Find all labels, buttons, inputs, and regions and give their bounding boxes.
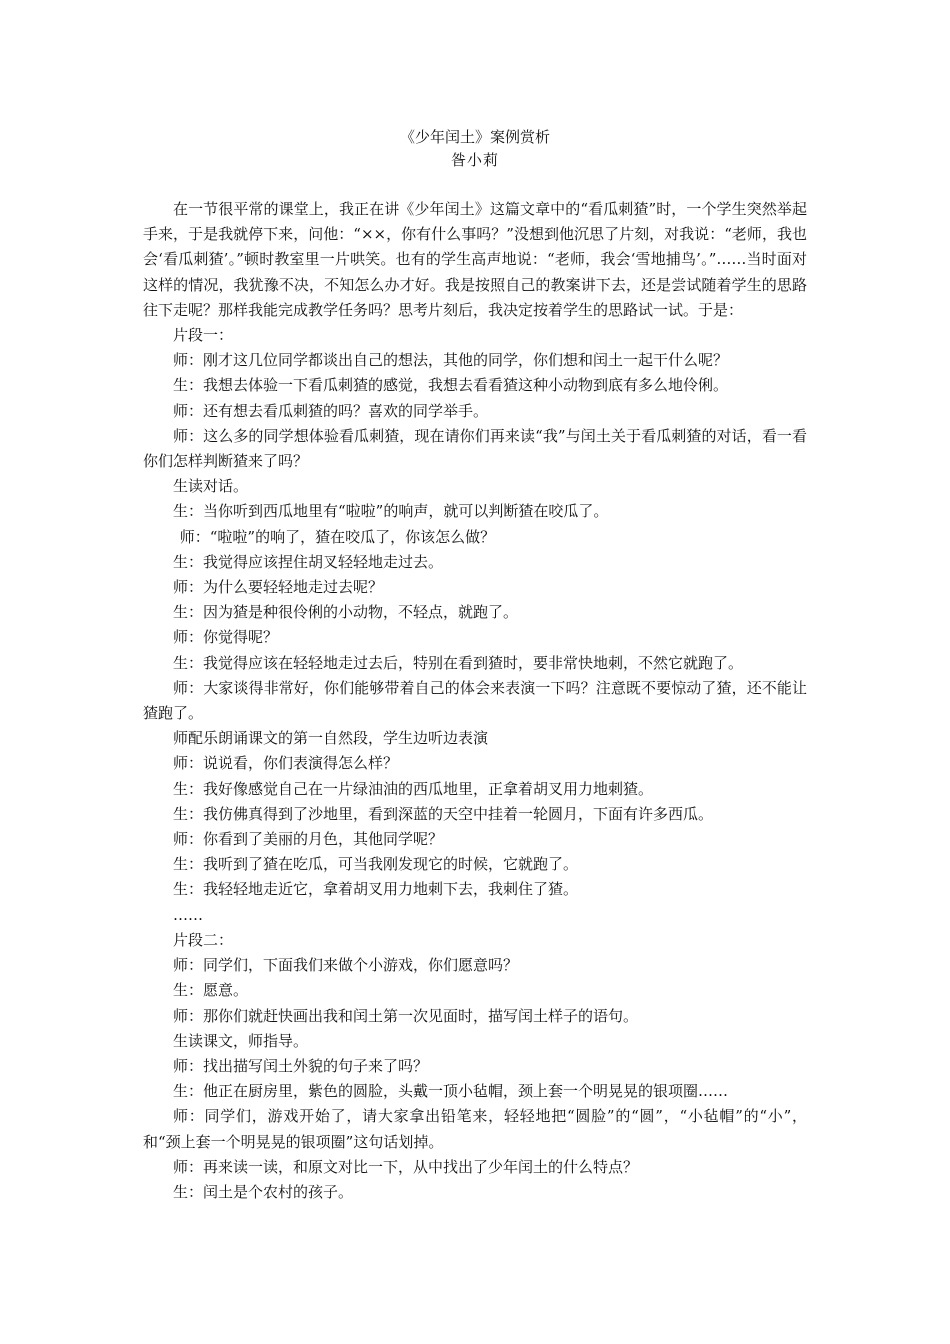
document-title: 《少年闰土》案例赏析 <box>399 128 550 146</box>
paragraph: 师：再来读一读，和原文对比一下，从中找出了少年闰土的什么特点？ <box>173 1157 639 1176</box>
paragraph: 生：我觉得应该在轻轻地走过去后，特别在看到猹时，要非常快地刺，不然它就跑了。 <box>173 653 744 672</box>
paragraph: 生：我觉得应该捏住胡叉轻轻地走过去。 <box>173 552 444 571</box>
paragraph: 师：那你们就赶快画出我和闰土第一次见面时，描写闰土样子的语句。 <box>173 1006 639 1025</box>
paragraph: 师：为什么要轻轻地走过去呢？ <box>173 578 384 597</box>
paragraph: 师：说说看，你们表演得怎么样？ <box>173 754 399 773</box>
paragraph: 师：你觉得呢？ <box>173 628 279 647</box>
document-body <box>143 197 807 1205</box>
paragraph: …… <box>173 905 203 924</box>
paragraph: 生：愿意。 <box>173 981 249 1000</box>
paragraph: 片段二： <box>173 930 234 949</box>
paragraph: 师：同学们，游戏开始了，请大家拿出铅笔来，轻轻地把“圆脸”的“圆”，“小毡帽”的“小”，和“颈上套一个明晃晃的银项圈”这句话划掉。 <box>143 1107 807 1151</box>
paragraph: 师：这么多的同学想体验看瓜刺猹，现在请你们再来读“我”与闰土关于看瓜刺猹的对话，看一看你们怎样判断猹来了吗？ <box>143 426 807 471</box>
paragraph: 生：我轻轻地走近它，拿着胡叉用力地刺下去，我刺住了猹。 <box>173 880 579 899</box>
paragraph: 生：我好像感觉自己在一片绿油油的西瓜地里，正拿着胡叉用力地刺猹。 <box>173 779 654 798</box>
paragraph: 师：同学们，下面我们来做个小游戏，你们愿意吗？ <box>173 956 519 975</box>
paragraph: 生读课文，师指导。 <box>173 1031 309 1050</box>
paragraph: 生：闰土是个农村的孩子。 <box>173 1182 354 1201</box>
paragraph: 师：刚才这几位同学都谈出自己的想法，其他的同学，你们想和闰土一起干什么呢？ <box>173 351 729 370</box>
paragraph: 师：大家谈得非常好，你们能够带着自己的体会来表演一下吗？注意既不要惊动了猹，还不能让猹跑了。 <box>143 678 807 723</box>
paragraph: 师：还有想去看瓜刺猹的吗？喜欢的同学举手。 <box>173 401 489 420</box>
paragraph: 生：因为猹是种很伶俐的小动物，不轻点，就跑了。 <box>173 603 519 622</box>
paragraph: 生：当你听到西瓜地里有“啦啦”的响声，就可以判断猹在咬瓜了。 <box>173 502 609 521</box>
paragraph: 师：“啦啦”的响了，猹在咬瓜了，你该怎么做？ <box>179 527 496 546</box>
paragraph: 生：我仿佛真得到了沙地里，看到深蓝的天空中挂着一轮圆月，下面有许多西瓜。 <box>173 804 714 823</box>
paragraph: 师：找出描写闰土外貌的句子来了吗？ <box>173 1056 429 1075</box>
document-author: 昝小莉 <box>450 151 499 169</box>
paragraph: 师配乐朗诵课文的第一自然段，学生边听边表演 <box>173 729 489 748</box>
paragraph: 生读对话。 <box>173 477 249 496</box>
paragraph: 生：我想去体验一下看瓜刺猹的感觉，我想去看看猹这种小动物到底有多么地伶俐。 <box>173 376 729 395</box>
paragraph: 生：他正在厨房里，紫色的圆脸，头戴一顶小毡帽，颈上套一个明晃晃的银项圈…… <box>173 1082 729 1101</box>
paragraph: 师：你看到了美丽的月色，其他同学呢？ <box>173 830 444 849</box>
paragraph: 在一节很平常的课堂上，我正在讲《少年闰土》这篇文章中的“看瓜刺猹”时，一个学生突然举起手来，于是我就停下来，问他：“××，你有什么事吗？”没想到他沉思了片刻，对我说：“老师，我也会‘看瓜刺猹’。”顿时教室里一片哄笑。也有的学生高声地说：“老师，我会‘雪地捕鸟’。”……当时面对这样的情况，我犹豫不决，不知怎么办才好。我是按照自己的教案讲下去，还是尝试随着学生的思路往下走呢？那样我能完成教学任务吗？思考片刻后，我决定按着学生的思路试一试。于是： <box>143 200 807 319</box>
paragraph: 生：我听到了猹在吃瓜，可当我刚发现它的时候，它就跑了。 <box>173 855 579 874</box>
paragraph: 片段一： <box>173 326 234 345</box>
